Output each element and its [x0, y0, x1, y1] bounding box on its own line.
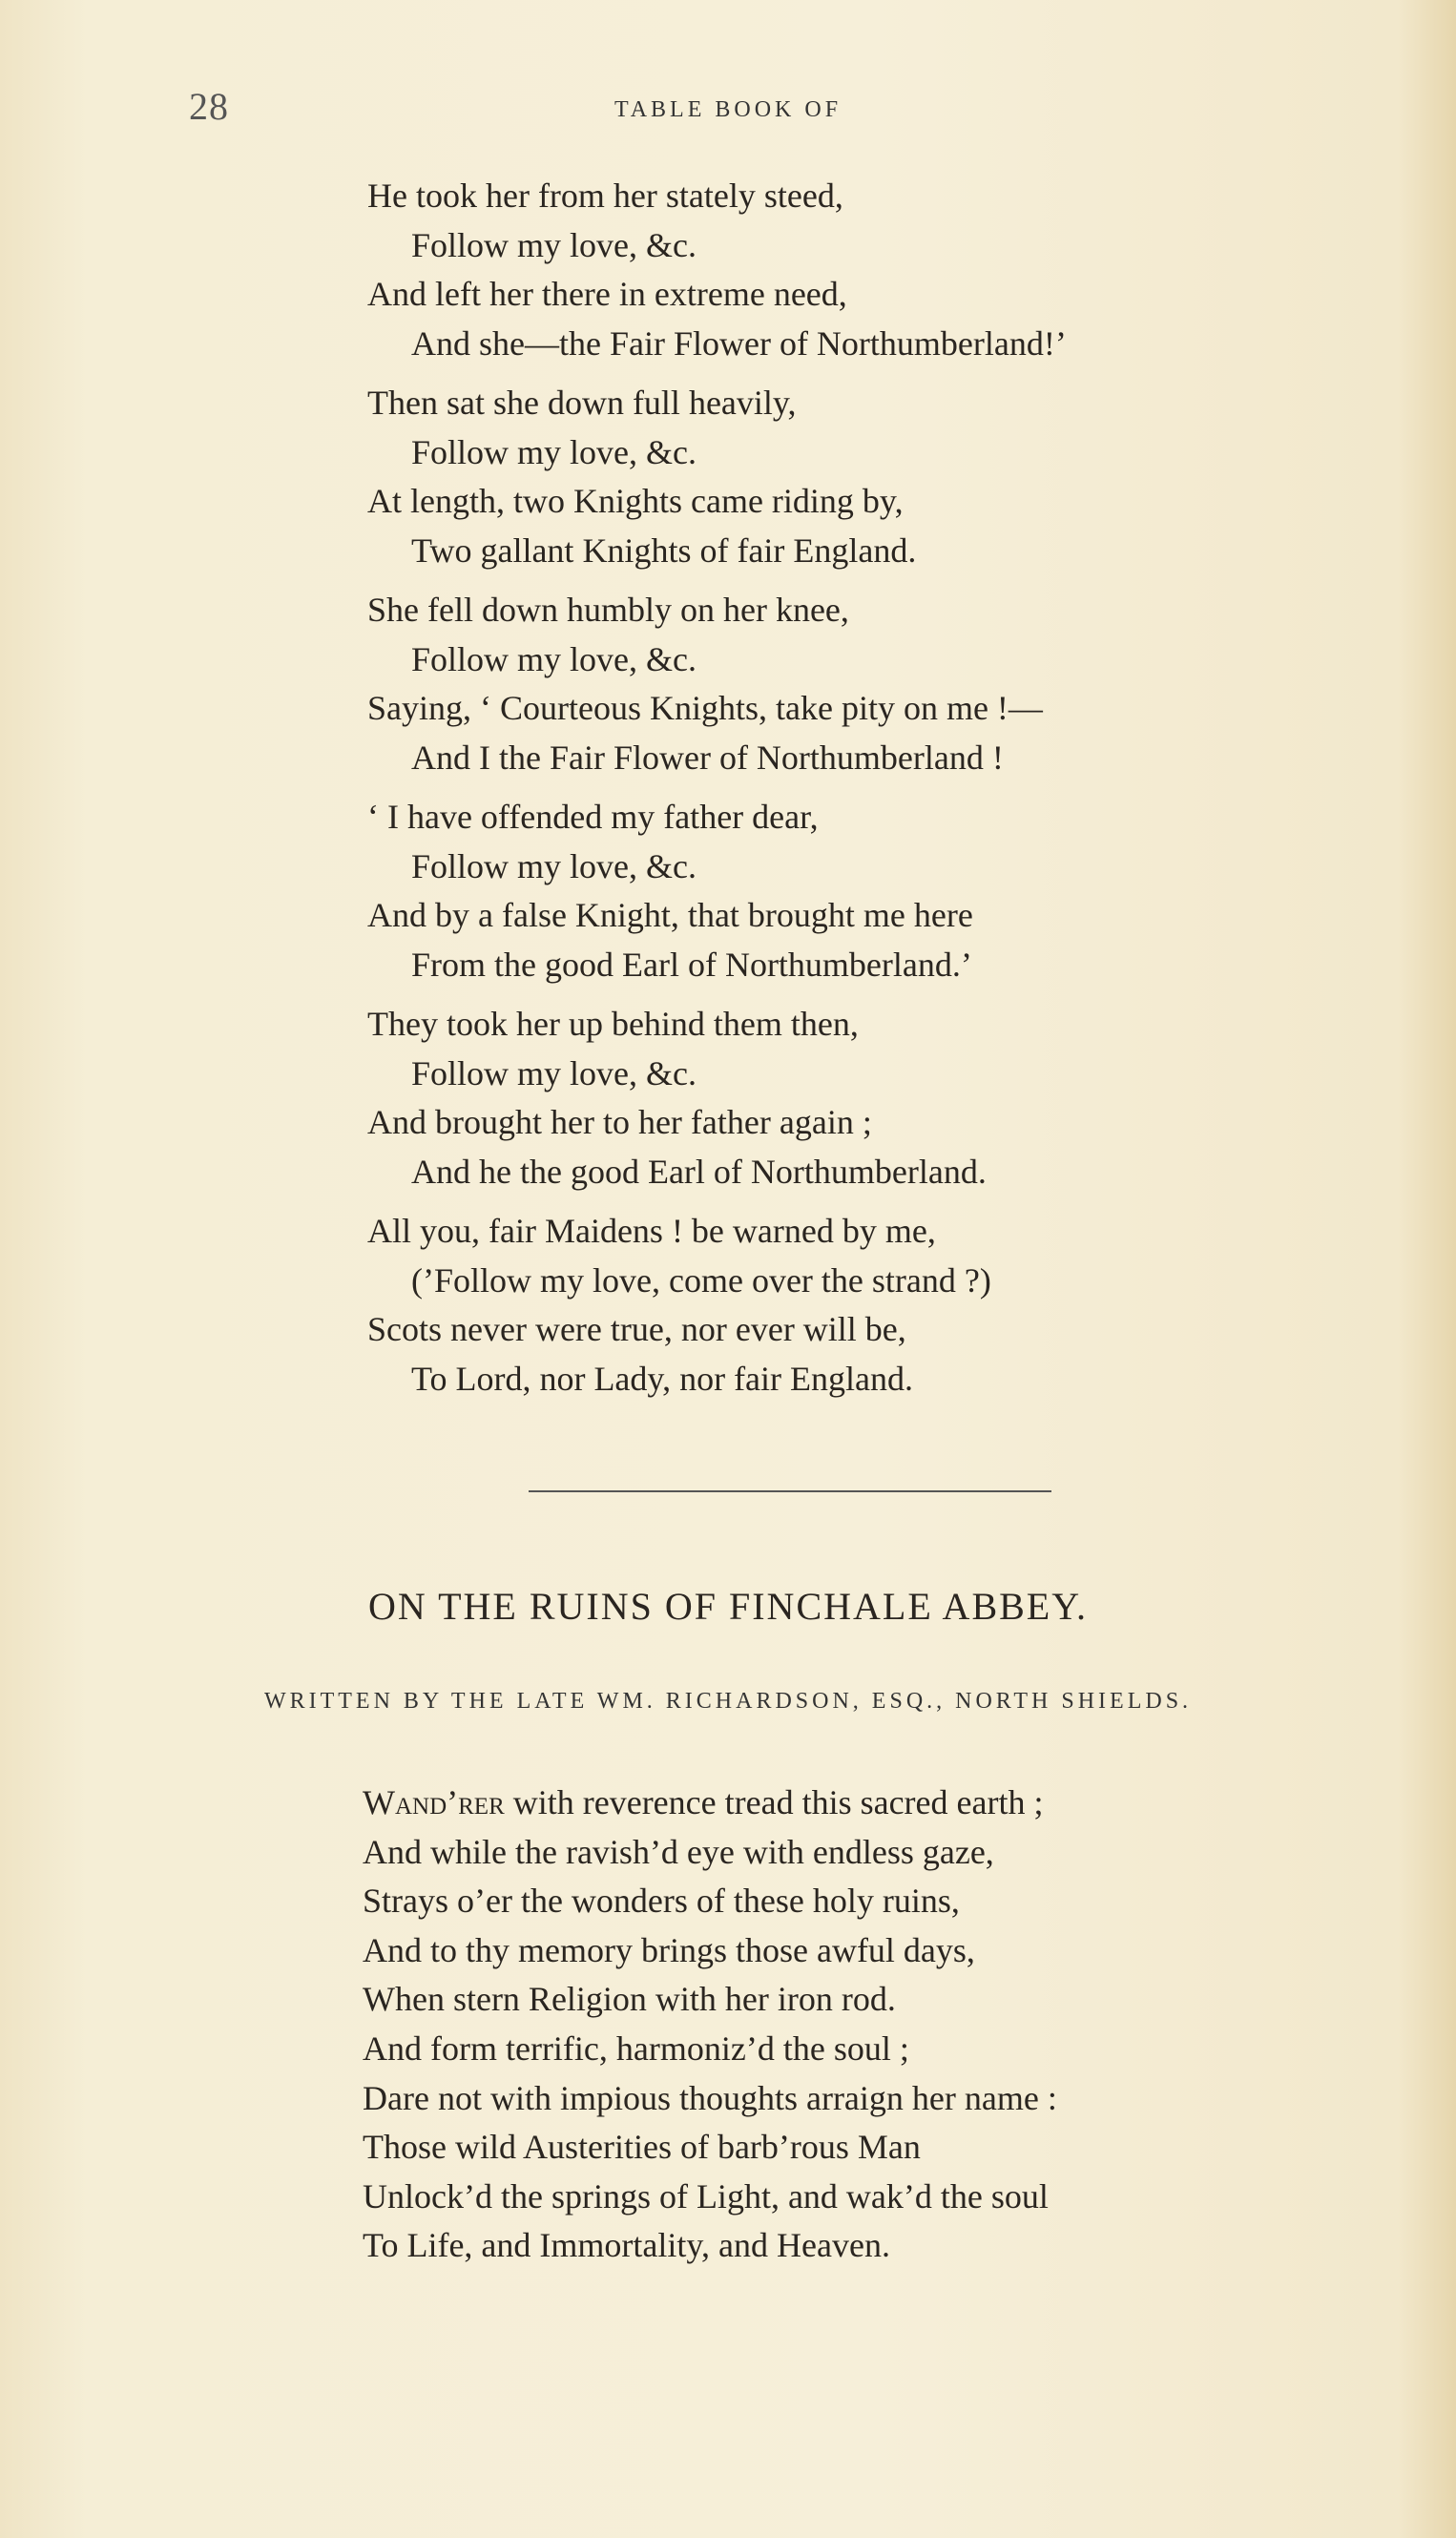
verse-line: And left her there in extreme need, — [367, 275, 847, 313]
refrain-line: Follow my love, &c. — [411, 1053, 697, 1092]
running-head: TABLE BOOK OF — [614, 97, 842, 122]
verse-line: Dare not with impious thoughts arraign her name : — [363, 2078, 1057, 2117]
verse-line: When stern Religion with her iron rod. — [363, 1980, 896, 2019]
verse-line: Strays o’er the wonders of these holy ruins, — [363, 1882, 960, 1921]
verse-line: And he the good Earl of Northumberland. — [411, 1152, 987, 1191]
verse-line: Then sat she down full heavily, — [367, 384, 797, 422]
verse-line: At length, two Knights came riding by, — [367, 482, 904, 520]
verse-line: Scots never were true, nor ever will be, — [367, 1310, 906, 1348]
page-header — [0, 84, 1456, 141]
verse-line: And to thy memory brings those awful days, — [363, 1930, 975, 1969]
first-line-text: with reverence tread this sacred earth ; — [504, 1783, 1044, 1821]
verse-line: To Lord, nor Lady, nor fair England. — [411, 1359, 913, 1398]
verse-line: Those wild Austerities of barb’rous Man — [363, 2128, 921, 2167]
stanza — [367, 1207, 1321, 1404]
verse-line: He took her from her stately steed, — [367, 177, 843, 215]
verse-line: Saying, ‘ Courteous Knights, take pity on me !— — [367, 689, 1043, 727]
verse-line: And form terrific, harmoniz’d the soul ; — [363, 2028, 909, 2068]
verse-line: Unlock’d the springs of Light, and wak’d the soul — [363, 2176, 1049, 2216]
verse-line: From the good Earl of Northumberland.’ — [411, 945, 972, 984]
abbey-poem — [363, 1779, 1364, 2271]
stanza — [367, 586, 1321, 782]
refrain-line: Follow my love, &c. — [411, 225, 697, 264]
verse-line: And while the ravish’d eye with endless gaze, — [363, 1832, 994, 1871]
stanza — [367, 793, 1321, 989]
drop-word: Wand’rer — [363, 1783, 505, 1821]
verse-line: And by a false Knight, that brought me here — [367, 896, 973, 934]
stanza — [367, 1000, 1321, 1196]
verse-line: To Life, and Immortality, and Heaven. — [363, 2226, 890, 2265]
verse-line: All you, fair Maidens ! be warned by me, — [367, 1212, 936, 1250]
refrain-line: Follow my love, &c. — [411, 639, 697, 678]
refrain-line: Follow my love, &c. — [411, 432, 697, 471]
refrain-line: Follow my love, &c. — [411, 846, 697, 885]
verse-line: And she—the Fair Flower of Northumberland!’ — [411, 323, 1067, 363]
verse-line — [363, 1779, 1364, 1828]
section-divider — [529, 1490, 1051, 1492]
poem-title: ON THE RUINS OF FINCHALE ABBEY. — [368, 1585, 1088, 1628]
verse-line: ‘ I have offended my father dear, — [367, 798, 819, 836]
verse-line: Two gallant Knights of fair England. — [411, 530, 917, 570]
stanza — [367, 379, 1321, 575]
verse-line: And brought her to her father again ; — [367, 1103, 872, 1141]
refrain-line: (’Follow my love, come over the strand ?) — [411, 1260, 991, 1300]
stanza — [367, 172, 1321, 368]
ballad-poem — [367, 172, 1321, 1414]
poem-byline: WRITTEN BY THE LATE WM. RICHARDSON, ESQ., NORTH SHIELDS. — [263, 1689, 1193, 1714]
verse-line: She fell down humbly on her knee, — [367, 591, 849, 629]
page-number: 28 — [189, 85, 229, 128]
verse-line: And I the Fair Flower of Northumberland ! — [411, 738, 1004, 777]
verse-line: They took her up behind them then, — [367, 1005, 859, 1043]
